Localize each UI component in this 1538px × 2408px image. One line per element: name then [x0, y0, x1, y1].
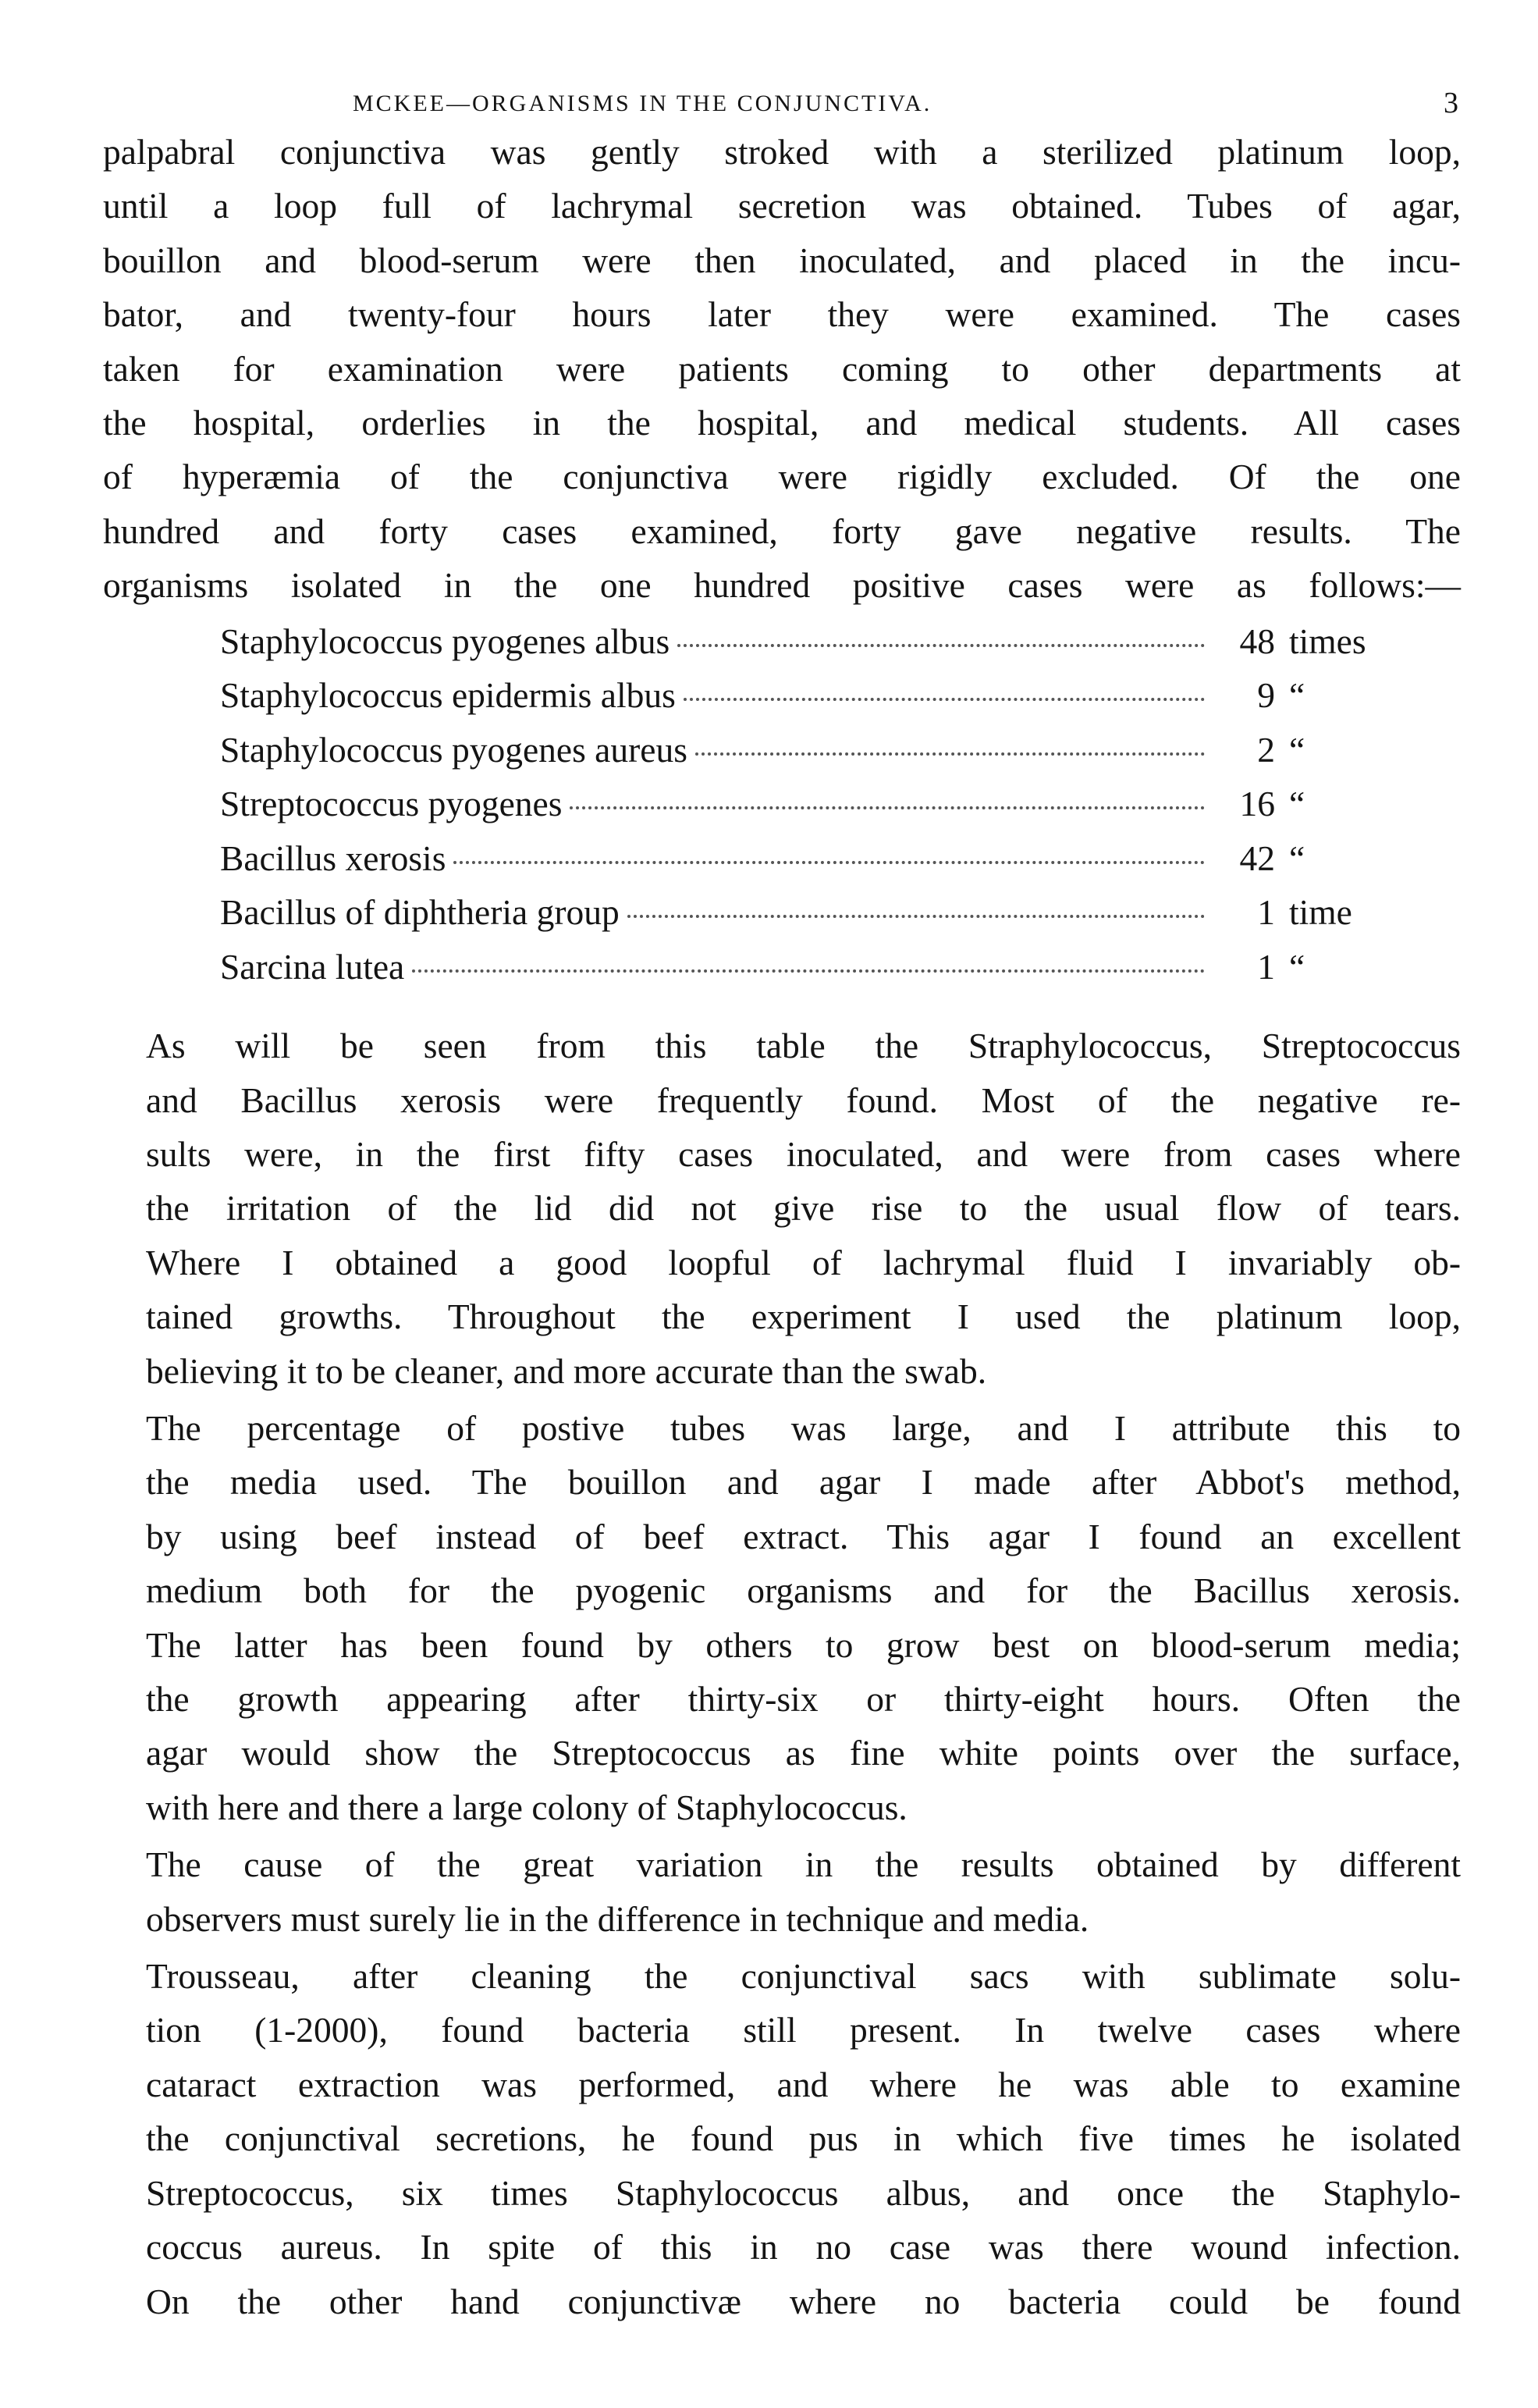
text-line: bouillon and blood-serum were then inoculated, and placed in the incu-: [103, 240, 1461, 280]
count-unit: “: [1289, 946, 1305, 987]
dot-leader: [695, 752, 1205, 756]
text-line: tion (1-2000), found bacteria still present. In twelve cases where: [146, 2010, 1461, 2051]
dot-leader: [570, 806, 1205, 809]
organism-count: 16: [1239, 784, 1275, 824]
text-line: agar would show the Streptococcus as fine white points over the surface,: [146, 1733, 1461, 1773]
paragraph-other-hand: [103, 2275, 1461, 2328]
count-unit: time: [1289, 892, 1352, 933]
text-line: As will be seen from this table the Straphylococcus, Streptococcus: [146, 1026, 1461, 1066]
text-line: hundred and forty cases examined, forty gave negative results. The: [103, 510, 1461, 551]
text-line: palpabral conjunctiva was gently stroked with a sterilized platinum loop,: [103, 132, 1461, 172]
text-line: the irritation of the lid did not give rise to the usual flow of tears.: [146, 1188, 1461, 1229]
text-line: by using beef instead of beef extract. This agar I found an excellent: [146, 1516, 1461, 1556]
dot-leader: [684, 698, 1205, 701]
organism-name: Staphylococcus pyogenes albus: [220, 621, 670, 661]
count-unit: “: [1289, 675, 1305, 716]
organism-count: 1: [1257, 892, 1275, 933]
text-line: with here and there a large colony of Staphylococcus.: [146, 1787, 908, 1827]
text-line: The percentage of postive tubes was large, and I attribute this to: [146, 1408, 1461, 1448]
text-line: bator, and twenty-four hours later they were examined. The cases: [103, 294, 1461, 335]
organism-count: 1: [1257, 946, 1275, 987]
table-row: [220, 729, 1406, 784]
organism-table: [220, 621, 1406, 1001]
paragraph-variation: [103, 1837, 1461, 1946]
text-line: Where I obtained a good loopful of lachrymal fluid I invariably ob-: [146, 1242, 1461, 1282]
organism-name: Bacillus of diphtheria group: [220, 892, 620, 933]
dot-leader: [412, 969, 1205, 973]
paragraph-methods: [103, 125, 1461, 613]
table-row: [220, 946, 1406, 1001]
table-row: [220, 621, 1406, 675]
text-line: the conjunctival secretions, he found pus in which five times he isolated: [146, 2118, 1461, 2159]
count-unit: “: [1289, 784, 1305, 824]
table-row: [220, 674, 1406, 729]
organism-name: Sarcina lutea: [220, 946, 405, 987]
text-line: sults were, in the first fifty cases inoculated, and were from cases where: [146, 1133, 1461, 1174]
text-line: the hospital, orderlies in the hospital, and medical students. All cases: [103, 403, 1461, 443]
text-line: observers must surely lie in the difference in technique and media.: [146, 1898, 1089, 1939]
organism-name: Streptococcus pyogenes: [220, 784, 563, 824]
text-line: organisms isolated in the one hundred positive cases were as follows:—: [103, 565, 1461, 606]
count-unit: times: [1289, 621, 1366, 661]
organism-name: Staphylococcus pyogenes aureus: [220, 729, 687, 770]
text-line: believing it to be cleaner, and more accurate than the swab.: [146, 1350, 987, 1391]
dot-leader: [677, 644, 1205, 647]
table-row: [220, 783, 1406, 838]
organism-count: 48: [1239, 621, 1275, 661]
paragraph-trousseau: [103, 1949, 1461, 2274]
paragraph-media: [103, 1401, 1461, 1834]
text-line: The cause of the great variation in the results obtained by different: [146, 1844, 1461, 1885]
organism-count: 2: [1257, 729, 1275, 770]
table-row: [220, 891, 1406, 946]
organism-name: Bacillus xerosis: [220, 838, 446, 878]
text-line: The latter has been found by others to grow best on blood-serum media;: [146, 1624, 1461, 1665]
paragraph-results: [103, 1019, 1461, 1398]
text-line: of hyperæmia of the conjunctiva were rigidly excluded. Of the one: [103, 457, 1461, 497]
document-page: [103, 78, 1461, 2328]
text-line: taken for examination were patients coming to other departments at: [103, 348, 1461, 389]
text-line: the growth appearing after thirty-six or thirty-eight hours. Often the: [146, 1679, 1461, 1720]
text-line: the media used. The bouillon and agar I made after Abbot's method,: [146, 1462, 1461, 1503]
text-line: cataract extraction was performed, and where he was able to examine: [146, 2064, 1461, 2104]
text-line: and Bacillus xerosis were frequently found. Most of the negative re-: [146, 1080, 1461, 1120]
running-header: [103, 78, 1461, 125]
dot-leader: [627, 915, 1205, 918]
organism-name: Staphylococcus epidermis albus: [220, 675, 676, 716]
text-line: tained growths. Throughout the experiment I used the platinum loop,: [146, 1296, 1461, 1337]
running-title: MCKEE—ORGANISMS IN THE CONJUNCTIVA.: [353, 91, 932, 116]
organism-count: 9: [1257, 675, 1275, 716]
text-line: Streptococcus, six times Staphylococcus albus, and once the Staphylo-: [146, 2172, 1461, 2213]
text-line: coccus aureus. In spite of this in no case was there wound infection.: [146, 2227, 1461, 2268]
page-number: 3: [1444, 87, 1461, 119]
text-line: until a loop full of lachrymal secretion was obtained. Tubes of agar,: [103, 186, 1461, 226]
text-line: medium both for the pyogenic organisms and for the Bacillus xerosis.: [146, 1570, 1461, 1611]
table-row: [220, 838, 1406, 892]
count-unit: “: [1289, 838, 1305, 878]
count-unit: “: [1289, 729, 1305, 770]
text-line: Trousseau, after cleaning the conjunctival sacs with sublimate solu-: [146, 1956, 1461, 1997]
dot-leader: [453, 861, 1205, 864]
organism-count: 42: [1239, 838, 1275, 878]
text-line: On the other hand conjunctivæ where no bacteria could be found: [146, 2281, 1461, 2321]
